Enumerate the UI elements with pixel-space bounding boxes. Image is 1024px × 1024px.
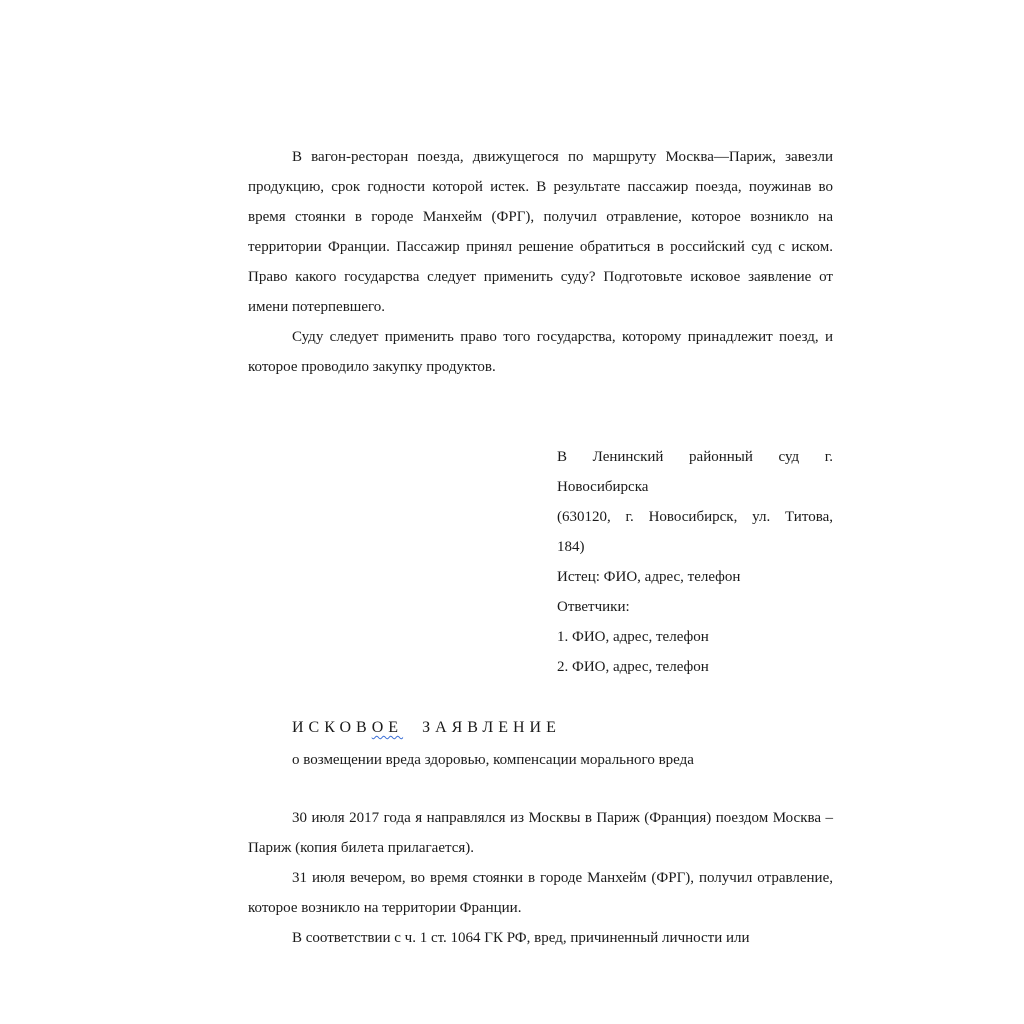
claim-paragraph: 31 июля вечером, во время стоянки в городе Манхейм (ФРГ), получил отравление, которое возникло на территории Франции. [248, 870, 833, 916]
claim-title [292, 716, 561, 740]
claim-paragraph: В соответствии с ч. 1 ст. 1064 ГК РФ, вред, причиненный личности или [292, 930, 750, 946]
claim-body [248, 803, 833, 953]
defendant-1-line: 1. ФИО, адрес, телефон [557, 629, 709, 645]
claim-title-part: ЗАЯВЛЕНИЕ [403, 719, 561, 736]
spellcheck-underlined-text: ОЕ [371, 719, 404, 736]
court-city-line: Новосибирска [557, 479, 649, 495]
claim-title-part: ИСКОВ [292, 719, 372, 736]
court-address-line: (630120, г. Новосибирск, ул. Титова, [557, 509, 833, 525]
claim-paragraph: 30 июля 2017 года я направлялся из Москвы в Париж (Франция) поездом Москва – Париж (копия билета прилагается). [248, 810, 833, 856]
task-paragraph: В вагон-ресторан поезда, движущегося по маршруту Москва—Париж, завезли продукцию, срок годности которой истек. В результате пассажир поезда, поужинав во время стоянки в городе Манхейм (ФРГ), получил отравление, которое возникло на территории Франции. Пассажир принял решение обратиться в российский суд с иском. Право какого государства следует применить суду? Подготовьте исковое заявление от имени потерпевшего. [248, 149, 833, 315]
address-block [557, 442, 833, 682]
claim-subtitle: о возмещении вреда здоровью, компенсации морального вреда [292, 752, 694, 768]
defendants-label: Ответчики: [557, 599, 630, 615]
court-address-number: 184) [557, 539, 585, 555]
task-section [248, 142, 833, 382]
answer-paragraph: Суду следует применить право того государства, которому принадлежит поезд, и которое проводило закупку продуктов. [248, 329, 833, 375]
court-name-line: В Ленинский районный суд г. [557, 449, 833, 465]
plaintiff-line: Истец: ФИО, адрес, телефон [557, 569, 741, 585]
defendant-2-line: 2. ФИО, адрес, телефон [557, 659, 709, 675]
